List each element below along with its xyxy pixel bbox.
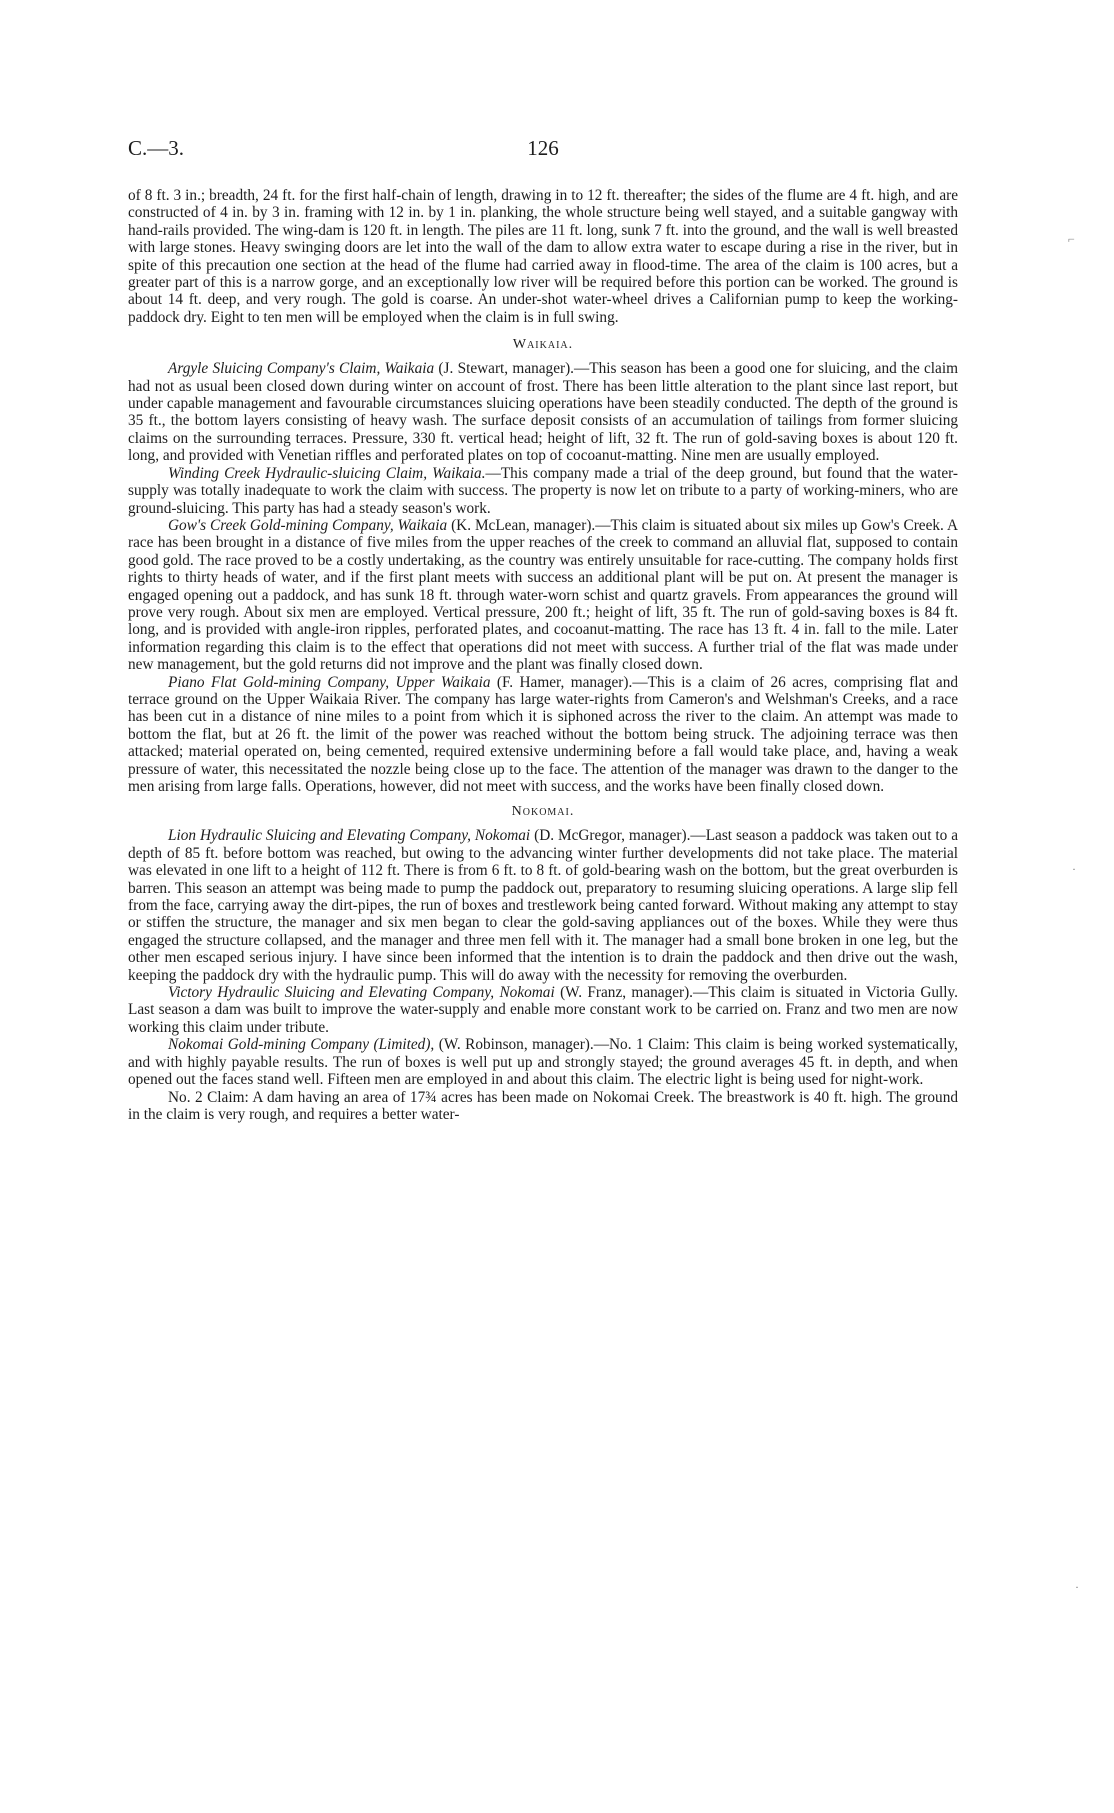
paragraph-flume-description: of 8 ft. 3 in.; breadth, 24 ft. for the first half-chain of length, drawing in to 12 ft. thereafter; the sides of the flume are 4 ft. high, and are constructed of 4 in. by 3 in. framing with 12 in. by 1 in. planking, the whole structure being well stayed, and a suitable gangway with hand-rails provided. The wing-dam is 120 ft. in length. The piles are 11 ft. long, sunk 7 ft. into the ground, and the wall is well breasted with large stones. Heavy swinging doors are let into the wall of the dam to allow extra water to escape during a rise in the river, but in spite of this precaution one section at the head of the flume had carried away in flood-time. The area of the claim is 100 acres, but a greater part of this is a narrow gorge, and an exceptionally low river will be required before this portion can be worked. The ground is about 14 ft. deep, and very rough. The gold is coarse. An under-shot water-wheel drives a Californian pump to keep the working-paddock dry. Eight to ten men will be employed when the claim is in full swing. bbox=[128, 187, 958, 326]
paragraph-argyle-sluicing: Argyle Sluicing Company's Claim, Waikaia (J. Stewart, manager).—This season has been a good one for sluicing, and the claim had not as usual been closed down during winter on account of frost. There has been little alteration to the plant since last report, but under capable management and favourable circumstances sluicing operations have been steadily conducted. The depth of the ground is 35 ft., the bottom layers consisting of heavy wash. The surface deposit consists of an accumulation of tailings from former sluicing claims on the surrounding terraces. Pressure, 330 ft. vertical head; height of lift, 32 ft. The run of gold-saving boxes is about 120 ft. long, and provided with Venetian riffles and perforated plates on top of cocoanut-matting. Nine men are usually employed. bbox=[128, 360, 958, 465]
claim-title: Nokomai Gold-mining Company (Limited), bbox=[168, 1036, 435, 1054]
section-heading-nokomai: Nokomai. bbox=[511, 804, 575, 820]
claim-title: Gow's Creek Gold-mining Company, Waikaia bbox=[168, 516, 448, 534]
claim-title: Winding Creek Hydraulic-sluicing Claim, Waikaia. bbox=[168, 464, 486, 482]
paragraph-gows-creek: Gow's Creek Gold-mining Company, Waikaia (K. McLean, manager).—This claim is situated about six miles up Gow's Creek. A race has been brought in a distance of five miles from the upper reaches of the creek to command an alluvial flat, supposed to contain good gold. The race proved to be a costly undertaking, as the country was entirely unsuitable for race-cutting. The company holds first rights to thirty heads of water, and if the first plant meets with success an additional plant will be put on. At present the manager is engaged opening out a paddock, and has sunk 18 ft. through water-worn schist and quartz gravels. From appearances the ground will prove very rough. About six men are employed. Vertical pressure, 200 ft.; height of lift, 35 ft. The run of gold-saving boxes is 84 ft. long, and is provided with angle-iron ripples, perforated plates, and cocoanut-matting. The race has 13 ft. 4 in. fall to the mile. Later information regarding this claim is to the effect that operations did not meet with success. A further trial of the flat was made under new management, but the gold returns did not improve and the plant was finally closed down. bbox=[128, 516, 958, 674]
claim-title: Argyle Sluicing Company's Claim, Waikaia bbox=[168, 360, 435, 378]
paragraph-nokomai-gold-mining: Nokomai Gold-mining Company (Limited), (W. Robinson, manager).—No. 1 Claim: This claim is being worked systematically, and with highly payable results. The run of boxes is well put up and strongly stayed; the ground averages 45 ft. in depth, and when opened out the faces stand well. Fifteen men are employed in and about this claim. The electric light is being used for night-work. bbox=[128, 1036, 958, 1089]
page-number: 126 bbox=[527, 136, 559, 160]
paragraph-piano-flat: Piano Flat Gold-mining Company, Upper Waikaia (F. Hamer, manager).—This is a claim of 26 acres, comprising flat and terrace ground on the Upper Waikaia River. The company has large water-rights from Cameron's and Welshman's Creeks, and a race has been cut in a distance of nine miles to a point from which it is siphoned across the river to the claim. An attempt was made to bottom the flat, but at 26 ft. the limit of the power was reached without the bottom being struck. The adjoining terrace was then attacked; material operated on, being cemented, required extensive undermining before a fall would take place, and, having a weak pressure of water, this necessitated the nozzle being close up to the face. The attention of the manager was drawn to the danger to the men arising from large falls. Operations, however, did not meet with success, and the works have been finally closed down. bbox=[128, 673, 958, 795]
claim-title: Piano Flat Gold-mining Company, Upper Waikaia bbox=[168, 673, 491, 691]
margin-mark: ⌐ bbox=[1068, 232, 1075, 246]
page-header bbox=[128, 136, 958, 166]
paragraph-winding-creek: Winding Creek Hydraulic-sluicing Claim, Waikaia.—This company made a trial of the deep ground, but found that the water-supply was totally inadequate to work the claim with success. The property is now let on tribute to a party of working-miners, who are ground-sluicing. This party has had a steady season's work. bbox=[128, 464, 959, 517]
page-body bbox=[128, 187, 958, 1123]
margin-mark: · bbox=[1072, 862, 1076, 876]
paragraph-no2-claim: No. 2 Claim: A dam having an area of 17¾ acres has been made on Nokomai Creek. The breastwork is 40 ft. high. The ground in the claim is very rough, and requires a better water- bbox=[128, 1088, 958, 1123]
paragraph-victory-hydraulic: Victory Hydraulic Sluicing and Elevating Company, Nokomai (W. Franz, manager).—This claim is situated in Victoria Gully. Last season a dam was built to improve the water-supply and enable more constant work to be carried on. Franz and two men are now working this claim under tribute. bbox=[128, 984, 958, 1036]
margin-mark: · bbox=[1075, 1580, 1079, 1594]
paragraph-lion-hydraulic: Lion Hydraulic Sluicing and Elevating Company, Nokomai (D. McGregor, manager).—Last season a paddock was taken out to a depth of 85 ft. before bottom was reached, but owing to the advancing winter further developments did not take place. The material was elevated in one lift to a height of 112 ft. There is from 6 ft. to 8 ft. of gold-bearing wash on the bottom, but the great overburden is barren. This season an attempt was being made to pump the paddock out, preparatory to resuming sluicing operations. A large slip fell from the face, carrying away the dirt-pipes, the run of boxes and trestlework being canted forward. Without making any attempt to stay or stiffen the structure, the manager and six men began to clear the gold-saving appliances out of the boxes. While they were thus engaged the structure collapsed, and the manager and three men fell with it. The manager had a small bone broken in one leg, but the other men escaped serious injury. I have since been informed that the intention is to drain the paddock and then drive out the wash, keeping the paddock dry with the hydraulic pump. This will do away with the necessity for removing the overburden. bbox=[128, 827, 958, 984]
section-heading-waikaia: Waikaia. bbox=[512, 337, 574, 353]
claim-title: Victory Hydraulic Sluicing and Elevating Company, Nokomai bbox=[168, 984, 555, 1002]
document-reference: C.—3. bbox=[128, 136, 185, 160]
claim-title: Lion Hydraulic Sluicing and Elevating Company, Nokomai bbox=[168, 827, 531, 845]
